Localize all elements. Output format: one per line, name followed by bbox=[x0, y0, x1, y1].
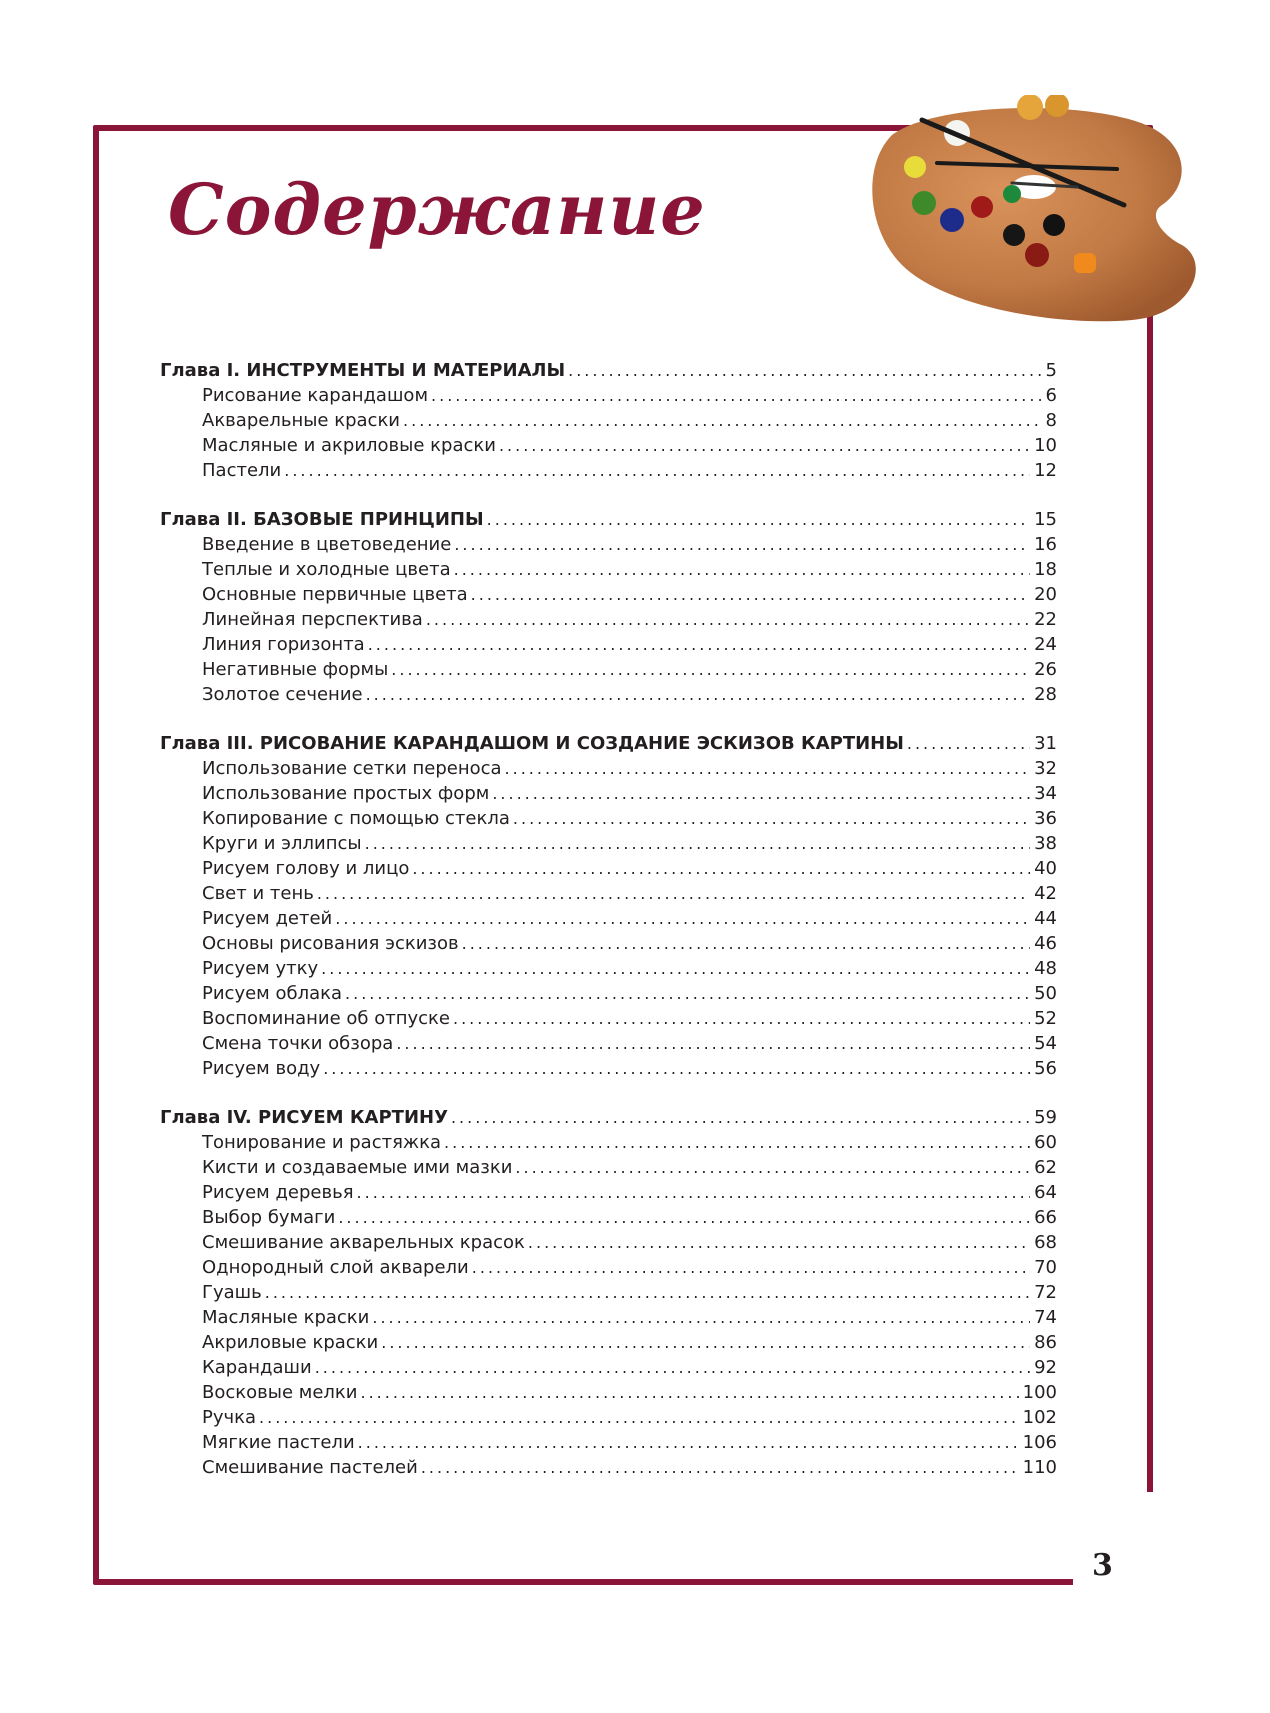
leader-dots bbox=[366, 685, 1031, 704]
leader-dots bbox=[454, 535, 1030, 554]
toc-entry[interactable] bbox=[160, 933, 1057, 958]
leader-dots bbox=[361, 1383, 1019, 1402]
toc-entry[interactable] bbox=[160, 858, 1057, 883]
toc-label: Рисуем облака bbox=[202, 983, 343, 1004]
leader-dots bbox=[259, 1408, 1019, 1427]
toc-label: Гуашь bbox=[202, 1282, 262, 1303]
toc-page: 92 bbox=[1034, 1357, 1057, 1378]
toc-label: Негативные формы bbox=[202, 659, 389, 680]
toc-label: Основы рисования эскизов bbox=[202, 933, 459, 954]
toc-entry[interactable] bbox=[160, 1232, 1057, 1257]
toc-label: Тонирование и растяжка bbox=[202, 1132, 442, 1153]
toc-chapter-4 bbox=[160, 1107, 1057, 1482]
leader-dots bbox=[505, 759, 1031, 778]
toc-label: Использование сетки переноса bbox=[202, 758, 502, 779]
toc-page: 52 bbox=[1034, 1008, 1057, 1029]
toc-entry[interactable] bbox=[160, 758, 1057, 783]
leader-dots bbox=[284, 461, 1030, 480]
toc-page: 72 bbox=[1034, 1282, 1057, 1303]
toc-label: Рисуем утку bbox=[202, 958, 319, 979]
toc-page: 18 bbox=[1034, 559, 1057, 580]
toc-page: 40 bbox=[1034, 858, 1057, 879]
leader-dots bbox=[453, 1009, 1030, 1028]
toc-label: Воспоминание об отпуске bbox=[202, 1008, 450, 1029]
leader-dots bbox=[487, 510, 1030, 529]
toc-page: 32 bbox=[1034, 758, 1057, 779]
toc-label: Пастели bbox=[202, 460, 282, 481]
toc-page: 22 bbox=[1034, 609, 1057, 630]
toc-label: Мягкие пастели bbox=[202, 1432, 355, 1453]
leader-dots bbox=[444, 1133, 1030, 1152]
leader-dots bbox=[317, 884, 1030, 903]
toc-page: 28 bbox=[1034, 684, 1057, 705]
leader-dots bbox=[492, 784, 1030, 803]
toc-page: 68 bbox=[1034, 1232, 1057, 1253]
toc-entry[interactable] bbox=[160, 1058, 1057, 1083]
leader-dots bbox=[345, 984, 1030, 1003]
toc-page: 34 bbox=[1034, 783, 1057, 804]
toc-entry[interactable] bbox=[160, 1432, 1057, 1457]
toc-page: 54 bbox=[1034, 1033, 1057, 1054]
frame-gap bbox=[1140, 1492, 1170, 1572]
toc-page: 110 bbox=[1022, 1457, 1057, 1478]
toc-label: Смешивание акварельных красок bbox=[202, 1232, 525, 1253]
toc-label: Акварельные краски bbox=[202, 410, 401, 431]
leader-dots bbox=[391, 660, 1030, 679]
toc-label: Рисуем голову и лицо bbox=[202, 858, 410, 879]
toc-label: Масляные краски bbox=[202, 1307, 370, 1328]
toc-chapter-3 bbox=[160, 733, 1057, 1083]
toc-page: 60 bbox=[1034, 1132, 1057, 1153]
toc-label: Линейная перспектива bbox=[202, 609, 423, 630]
toc-page: 100 bbox=[1022, 1382, 1057, 1403]
toc-page: 20 bbox=[1034, 584, 1057, 605]
leader-dots bbox=[412, 859, 1030, 878]
leader-dots bbox=[372, 1308, 1030, 1327]
toc-page: 48 bbox=[1034, 958, 1057, 979]
toc-label: Свет и тень bbox=[202, 883, 314, 904]
toc-page: 74 bbox=[1034, 1307, 1057, 1328]
toc-entry[interactable] bbox=[160, 460, 1057, 485]
toc-page: 42 bbox=[1034, 883, 1057, 904]
toc-entry[interactable] bbox=[160, 1457, 1057, 1482]
toc-page: 56 bbox=[1034, 1058, 1057, 1079]
leader-dots bbox=[426, 610, 1030, 629]
toc-label: Глава III. РИСОВАНИЕ КАРАНДАШОМ И СОЗДАНИЕ ЭСКИЗОВ КАРТИНЫ bbox=[160, 733, 904, 754]
leader-dots bbox=[358, 1433, 1019, 1452]
toc-label: Масляные и акриловые краски bbox=[202, 435, 496, 456]
toc-entry[interactable] bbox=[160, 783, 1057, 808]
toc-page: 10 bbox=[1034, 435, 1057, 456]
leader-dots bbox=[421, 1458, 1019, 1477]
toc-chapter-heading[interactable] bbox=[160, 1107, 1057, 1132]
toc-page: 46 bbox=[1034, 933, 1057, 954]
leader-dots bbox=[321, 959, 1030, 978]
toc-entry[interactable] bbox=[160, 534, 1057, 559]
toc-entry[interactable] bbox=[160, 1132, 1057, 1157]
leader-dots bbox=[515, 1158, 1030, 1177]
toc-label: Карандаши bbox=[202, 1357, 312, 1378]
toc-page: 12 bbox=[1034, 460, 1057, 481]
leader-dots bbox=[462, 934, 1030, 953]
toc-label: Однородный слой акварели bbox=[202, 1257, 469, 1278]
toc-label: Круги и эллипсы bbox=[202, 833, 362, 854]
leader-dots bbox=[528, 1233, 1030, 1252]
toc-entry[interactable] bbox=[160, 1307, 1057, 1332]
toc-entry[interactable] bbox=[160, 833, 1057, 858]
toc-page: 44 bbox=[1034, 908, 1057, 929]
toc-entry[interactable] bbox=[160, 584, 1057, 609]
leader-dots bbox=[357, 1183, 1031, 1202]
toc-entry[interactable] bbox=[160, 659, 1057, 684]
leader-dots bbox=[338, 1208, 1030, 1227]
toc-entry[interactable] bbox=[160, 1157, 1057, 1182]
toc-label: Кисти и создаваемые ими мазки bbox=[202, 1157, 513, 1178]
toc-page: 16 bbox=[1034, 534, 1057, 555]
toc-entry[interactable] bbox=[160, 1033, 1057, 1058]
toc-page: 24 bbox=[1034, 634, 1057, 655]
toc-entry[interactable] bbox=[160, 1407, 1057, 1432]
toc-entry[interactable] bbox=[160, 559, 1057, 584]
leader-dots bbox=[431, 386, 1042, 405]
page-number: 3 bbox=[1092, 1548, 1113, 1583]
leader-dots bbox=[368, 635, 1030, 654]
leader-dots bbox=[365, 834, 1030, 853]
toc-label: Ручка bbox=[202, 1407, 257, 1428]
toc-page: 36 bbox=[1034, 808, 1057, 829]
toc-label: Глава IV. РИСУЕМ КАРТИНУ bbox=[160, 1107, 448, 1128]
toc-entry[interactable] bbox=[160, 908, 1057, 933]
toc-page: 8 bbox=[1045, 410, 1057, 431]
toc-entry[interactable] bbox=[160, 883, 1057, 908]
toc-label: Использование простых форм bbox=[202, 783, 490, 804]
toc-page: 62 bbox=[1034, 1157, 1057, 1178]
toc-page: 50 bbox=[1034, 983, 1057, 1004]
toc-page: 26 bbox=[1034, 659, 1057, 680]
toc-chapter-heading[interactable] bbox=[160, 360, 1057, 385]
toc-page: 59 bbox=[1034, 1107, 1057, 1128]
leader-dots bbox=[907, 734, 1030, 753]
toc-label: Рисуем деревья bbox=[202, 1182, 354, 1203]
toc-label: Глава II. БАЗОВЫЕ ПРИНЦИПЫ bbox=[160, 509, 484, 530]
toc-chapter-heading[interactable] bbox=[160, 733, 1057, 758]
toc-label: Линия горизонта bbox=[202, 634, 365, 655]
toc-page: 38 bbox=[1034, 833, 1057, 854]
toc-page: 102 bbox=[1022, 1407, 1057, 1428]
palette-image bbox=[862, 95, 1240, 335]
toc-entry[interactable] bbox=[160, 435, 1057, 460]
toc-label: Рисуем детей bbox=[202, 908, 333, 929]
leader-dots bbox=[396, 1034, 1030, 1053]
leader-dots bbox=[403, 411, 1042, 430]
toc-entry[interactable] bbox=[160, 1008, 1057, 1033]
toc-chapter-2 bbox=[160, 509, 1057, 709]
leader-dots bbox=[513, 809, 1030, 828]
toc-label: Глава I. ИНСТРУМЕНТЫ И МАТЕРИАЛЫ bbox=[160, 360, 566, 381]
toc-entry[interactable] bbox=[160, 1357, 1057, 1382]
toc-chapter-1 bbox=[160, 360, 1057, 485]
leader-dots bbox=[499, 436, 1030, 455]
leader-dots bbox=[568, 361, 1041, 380]
leader-dots bbox=[265, 1283, 1030, 1302]
toc-chapter-heading[interactable] bbox=[160, 509, 1057, 534]
toc-entry[interactable] bbox=[160, 410, 1057, 435]
toc-entry[interactable] bbox=[160, 1207, 1057, 1232]
toc-entry[interactable] bbox=[160, 1257, 1057, 1282]
toc-entry[interactable] bbox=[160, 958, 1057, 983]
leader-dots bbox=[472, 1258, 1030, 1277]
toc-page: 66 bbox=[1034, 1207, 1057, 1228]
toc-page: 86 bbox=[1034, 1332, 1057, 1353]
leader-dots bbox=[323, 1059, 1030, 1078]
toc-entry[interactable] bbox=[160, 1282, 1057, 1307]
toc-page: 31 bbox=[1034, 733, 1057, 754]
toc-entry[interactable] bbox=[160, 1382, 1057, 1407]
toc-entry[interactable] bbox=[160, 808, 1057, 833]
toc-label: Введение в цветоведение bbox=[202, 534, 452, 555]
toc-entry[interactable] bbox=[160, 634, 1057, 659]
toc-label: Смена точки обзора bbox=[202, 1033, 394, 1054]
toc-page: 6 bbox=[1045, 385, 1057, 406]
frame-gap bbox=[1073, 1565, 1193, 1595]
leader-dots bbox=[454, 560, 1030, 579]
toc-page: 5 bbox=[1045, 360, 1057, 381]
toc-label: Смешивание пастелей bbox=[202, 1457, 418, 1478]
toc-page: 15 bbox=[1034, 509, 1057, 530]
toc-label: Основные первичные цвета bbox=[202, 584, 468, 605]
toc-page: 64 bbox=[1034, 1182, 1057, 1203]
toc-label: Копирование с помощью стекла bbox=[202, 808, 510, 829]
leader-dots bbox=[471, 585, 1030, 604]
leader-dots bbox=[381, 1333, 1030, 1352]
leader-dots bbox=[335, 909, 1030, 928]
toc-entry[interactable] bbox=[160, 684, 1057, 709]
toc-label: Выбор бумаги bbox=[202, 1207, 336, 1228]
toc-label: Рисование карандашом bbox=[202, 385, 429, 406]
toc-label: Рисуем воду bbox=[202, 1058, 321, 1079]
toc-label: Акриловые краски bbox=[202, 1332, 379, 1353]
toc-label: Теплые и холодные цвета bbox=[202, 559, 451, 580]
toc-entry[interactable] bbox=[160, 1332, 1057, 1357]
toc-page: 70 bbox=[1034, 1257, 1057, 1278]
toc-label: Восковые мелки bbox=[202, 1382, 358, 1403]
leader-dots bbox=[451, 1108, 1030, 1127]
toc-entry[interactable] bbox=[160, 385, 1057, 410]
page-title: Содержание bbox=[168, 168, 706, 251]
toc-entry[interactable] bbox=[160, 1182, 1057, 1207]
toc-entry[interactable] bbox=[160, 983, 1057, 1008]
leader-dots bbox=[315, 1358, 1030, 1377]
toc-page: 106 bbox=[1022, 1432, 1057, 1453]
toc-label: Золотое сечение bbox=[202, 684, 363, 705]
table-of-contents bbox=[160, 360, 1057, 1506]
toc-entry[interactable] bbox=[160, 609, 1057, 634]
